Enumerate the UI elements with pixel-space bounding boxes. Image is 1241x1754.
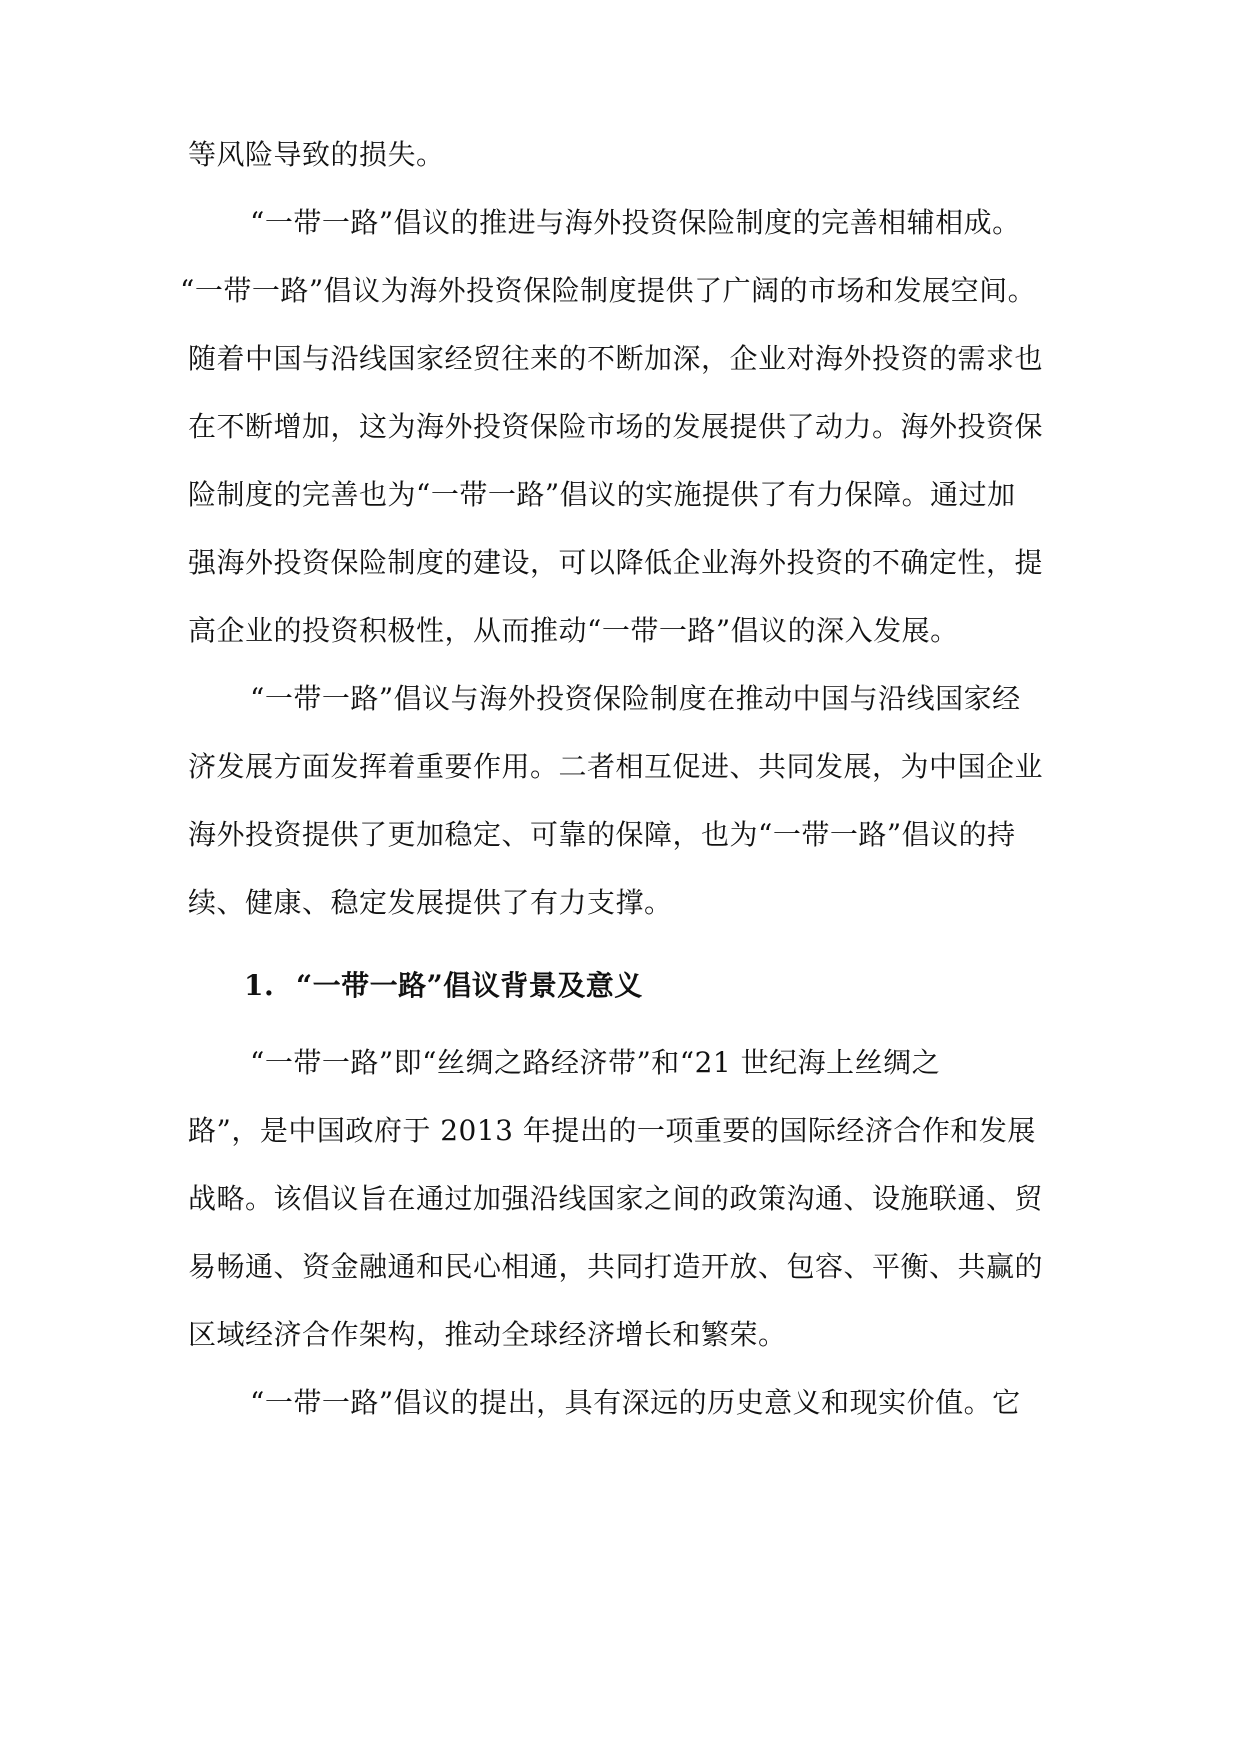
paragraph-line: 区域经济合作架构，推动全球经济增长和繁荣。 <box>188 1318 787 1351</box>
paragraph-line: “一带一路”倡议的推进与海外投资保险制度的完善相辅相成。 <box>250 206 1021 239</box>
section-title: “一带一路”倡议背景及意义 <box>296 969 643 1002</box>
paragraph-line: 海外投资提供了更加稳定、可靠的保障，也为“一带一路”倡议的持 <box>188 818 1016 851</box>
paragraph-line: 路”，是中国政府于 2013 年提出的一项重要的国际经济合作和发展 <box>188 1114 1036 1147</box>
paragraph-line: 战略。该倡议旨在通过加强沿线国家之间的政策沟通、设施联通、贸 <box>188 1182 1044 1215</box>
paragraph-line: 续、健康、稳定发展提供了有力支撑。 <box>188 886 673 919</box>
paragraph-line: “一带一路”倡议为海外投资保险制度提供了广阔的市场和发展空间。 <box>180 274 1037 307</box>
paragraph-line: 险制度的完善也为“一带一路”倡议的实施提供了有力保障。通过加 <box>188 478 1016 511</box>
paragraph-line: 高企业的投资积极性，从而推动“一带一路”倡议的深入发展。 <box>188 614 959 647</box>
paragraph-line: 随着中国与沿线国家经贸往来的不断加深，企业对海外投资的需求也 <box>188 342 1044 375</box>
section-number: 1. <box>244 969 275 1002</box>
paragraph-line: 强海外投资保险制度的建设，可以降低企业海外投资的不确定性，提 <box>188 546 1044 579</box>
paragraph-line: “一带一路”倡议的提出，具有深远的历史意义和现实价值。它 <box>250 1386 1021 1419</box>
paragraph-line: “一带一路”倡议与海外投资保险制度在推动中国与沿线国家经 <box>250 682 1021 715</box>
paragraph-line: “一带一路”即“丝绸之路经济带”和“21 世纪海上丝绸之 <box>250 1046 941 1079</box>
paragraph-line: 在不断增加，这为海外投资保险市场的发展提供了动力。海外投资保 <box>188 410 1044 443</box>
paragraph-line: 易畅通、资金融通和民心相通，共同打造开放、包容、平衡、共赢的 <box>188 1250 1044 1283</box>
paragraph-line: 等风险导致的损失。 <box>188 138 445 171</box>
paragraph-line: 济发展方面发挥着重要作用。二者相互促进、共同发展，为中国企业 <box>188 750 1044 783</box>
section-heading <box>244 968 643 1004</box>
